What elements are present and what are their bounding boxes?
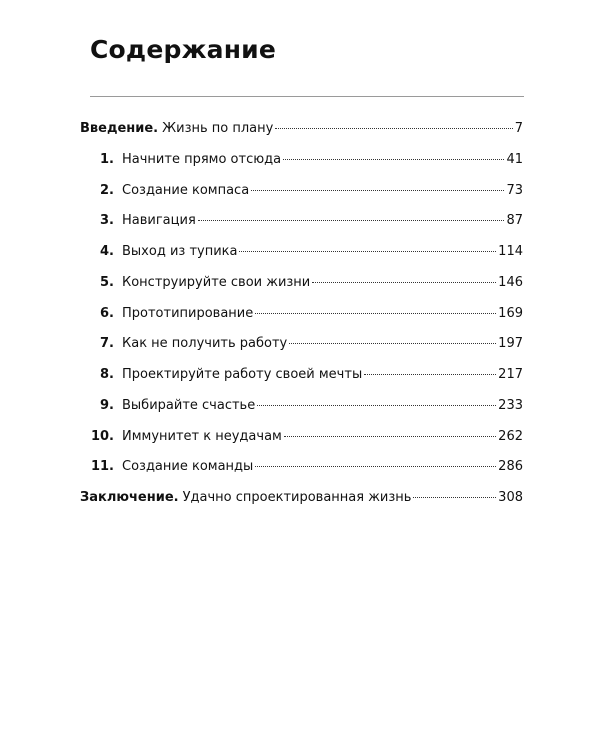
toc-entry-leader-dots: [239, 251, 496, 252]
toc-entry-title: Удачно спроектированная жизнь: [182, 490, 412, 505]
toc-entry: [80, 365, 523, 396]
toc-entry-title: Навигация: [122, 213, 196, 229]
toc-entry-title: Создание компаса: [122, 182, 250, 198]
toc-entry: [80, 488, 523, 519]
toc-entry-page-number: 262: [498, 428, 523, 444]
toc-entry-page-number: 308: [498, 490, 523, 505]
toc-entry-leader-dots: [255, 313, 496, 314]
toc-entry-page-number: 41: [506, 151, 523, 167]
toc-entry-leader-dots: [289, 343, 496, 344]
toc-entry-lead: Введение.: [80, 121, 159, 136]
toc-entry-title: Иммунитет к неудачам: [122, 428, 282, 444]
toc-entry-title: Выход из тупика: [122, 244, 238, 259]
table-of-contents: [80, 119, 523, 519]
toc-entry-page-number: 169: [498, 305, 523, 321]
toc-entry-page-number: 146: [498, 274, 523, 290]
toc-entry-leader-dots: [255, 466, 496, 467]
toc-entry-number: 2.: [100, 182, 114, 198]
toc-entry-title: Выбирайте счастье: [122, 397, 256, 413]
toc-entry-leader-dots: [312, 282, 496, 283]
toc-entry: [80, 181, 523, 212]
toc-entry: [80, 427, 523, 458]
toc-entry-number: 3.: [100, 213, 114, 229]
toc-entry: [80, 211, 523, 242]
toc-entry-page-number: 73: [506, 182, 523, 198]
toc-entry-page-number: 217: [498, 367, 523, 382]
toc-entry-leader-dots: [198, 220, 505, 221]
toc-entry-number: 5.: [100, 274, 114, 290]
toc-entry: [80, 242, 523, 273]
toc-entry-title: Конструируйте свои жизни: [122, 274, 311, 290]
toc-entry-number: 9.: [100, 397, 114, 413]
toc-entry-leader-dots: [284, 436, 496, 437]
toc-entry-number: 1.: [100, 151, 114, 167]
toc-entry: [80, 304, 523, 335]
toc-entry-page-number: 7: [514, 121, 523, 136]
toc-entry-page-number: 197: [498, 336, 523, 352]
toc-entry-leader-dots: [413, 497, 496, 498]
toc-entry-title: Как не получить работу: [122, 336, 288, 352]
toc-entry: [80, 457, 523, 488]
toc-entry-number: 8.: [100, 367, 114, 382]
toc-entry-leader-dots: [257, 405, 496, 406]
toc-entry-leader-dots: [275, 128, 512, 129]
toc-entry: [80, 273, 523, 304]
toc-entry-number: 7.: [100, 336, 114, 352]
toc-entry-leader-dots: [283, 159, 504, 160]
toc-entry-page-number: 233: [498, 397, 523, 413]
toc-entry-number: 6.: [100, 305, 114, 321]
toc-entry: [80, 396, 523, 427]
title-divider: [90, 96, 524, 97]
toc-entry-leader-dots: [251, 190, 504, 191]
toc-entry-title: Начните прямо отсюда: [122, 151, 282, 167]
toc-entry-leader-dots: [364, 374, 496, 375]
toc-entry-page-number: 286: [498, 459, 523, 475]
toc-entry: [80, 119, 523, 150]
toc-entry-page-number: 114: [498, 244, 523, 259]
toc-entry-page-number: 87: [506, 213, 523, 229]
page-title: Содержание: [90, 35, 277, 64]
toc-entry: [80, 150, 523, 181]
toc-entry-title: Прототипирование: [122, 305, 254, 321]
toc-entry-number: 11.: [90, 459, 114, 475]
toc-entry-number: 4.: [100, 244, 114, 259]
toc-entry-lead: Заключение.: [80, 490, 179, 505]
toc-entry-title: Жизнь по плану: [162, 121, 274, 136]
toc-entry-number: 10.: [90, 428, 114, 444]
toc-entry-title: Проектируйте работу своей мечты: [122, 367, 363, 382]
toc-entry: [80, 334, 523, 365]
toc-entry-title: Создание команды: [122, 459, 254, 475]
